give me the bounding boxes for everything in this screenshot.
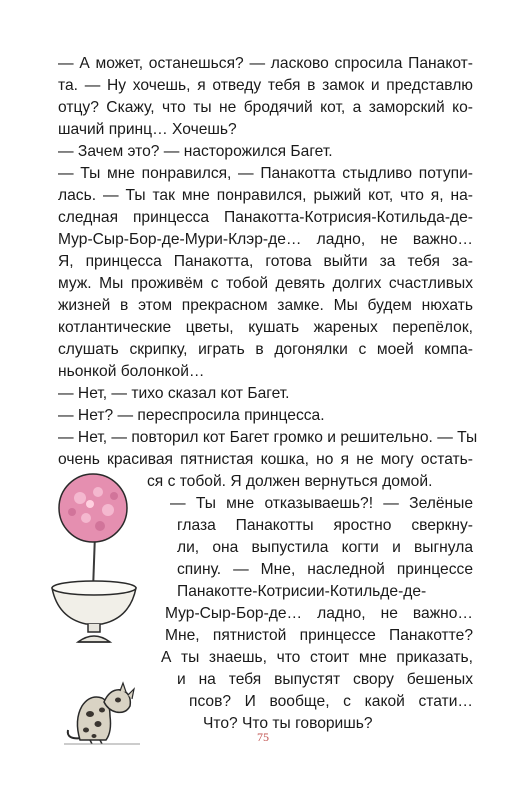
text-line: Что? Что ты говоришь? [203,715,373,732]
text-line: спину. — Мне, наследной принцессе [177,561,473,578]
text-line: глаза Панакотты яростно сверкну- [177,517,473,534]
text-line: Я, принцесса Панакотта, готова выйти за тебя за- [58,253,473,270]
text-line: ли, она выпустила когти и выгнула [177,539,473,556]
text-line: — Ты мне отказываешь?! — Зелёные [170,495,473,512]
text-line: лась. — Ты так мне понравился, рыжий кот, что я, на- [58,187,473,204]
text-line: и на тебя выпустят свору бешеных [177,671,473,688]
text-line: Панакотте-Котрисии-Котильде-де- [177,583,427,600]
text-line: псов? И вообще, с какой стати… [189,693,473,710]
text-line: отцу? Скажу, что ты не бродячий кот, а заморский ко- [58,99,473,116]
text-line: — Зачем это? — насторожился Багет. [58,143,333,160]
text-line: — Нет? — переспросила принцесса. [58,407,325,424]
text-line: жизней в этом прекрасном замке. Мы будем нюхать [58,297,473,314]
text-line: ньонкой болонкой… [58,363,205,380]
text-line: — Ты мне понравился, — Панакотта стыдливо потупи- [58,165,473,182]
text-line: Мур-Сыр-Бор-де… ладно, не важно… [165,605,473,622]
text-line: ся с тобой. Я должен вернуться домой. [147,473,433,490]
text-line: котлантические цветы, кушать жареных перепёлок, [58,319,473,336]
topiary-urn-illustration [48,472,140,648]
text-line: следная принцесса Панакотта-Котрисия-Котильда-де- [58,209,473,226]
text-line: слушать скрипку, играть в догонялки с моей компа- [58,341,473,358]
text-line: та. — Ну хочешь, я отведу тебя в замок и представлю [58,77,473,94]
text-line: шачий принц… Хочешь? [58,121,237,138]
text-line: муж. Мы проживём с тобой девять долгих счастливых [58,275,473,292]
page-number: 75 [257,730,269,744]
text-line: А ты знаешь, что стоит мне приказать, [161,649,473,666]
text-line: — Нет, — тихо сказал кот Багет. [58,385,290,402]
text-line: очень красивая пятнистая кошка, но я не могу остать- [58,451,473,468]
text-line: Мне, пятнистой принцессе Панакотте? [165,627,473,644]
text-line: — Нет, — повторил кот Багет громко и решительно. — Ты [58,429,478,446]
text-line: — А может, останешься? — ласково спросила Панакот- [58,55,473,72]
text-line: Мур-Сыр-Бор-де-Мури-Клэр-де… ладно, не важно… [58,231,473,248]
